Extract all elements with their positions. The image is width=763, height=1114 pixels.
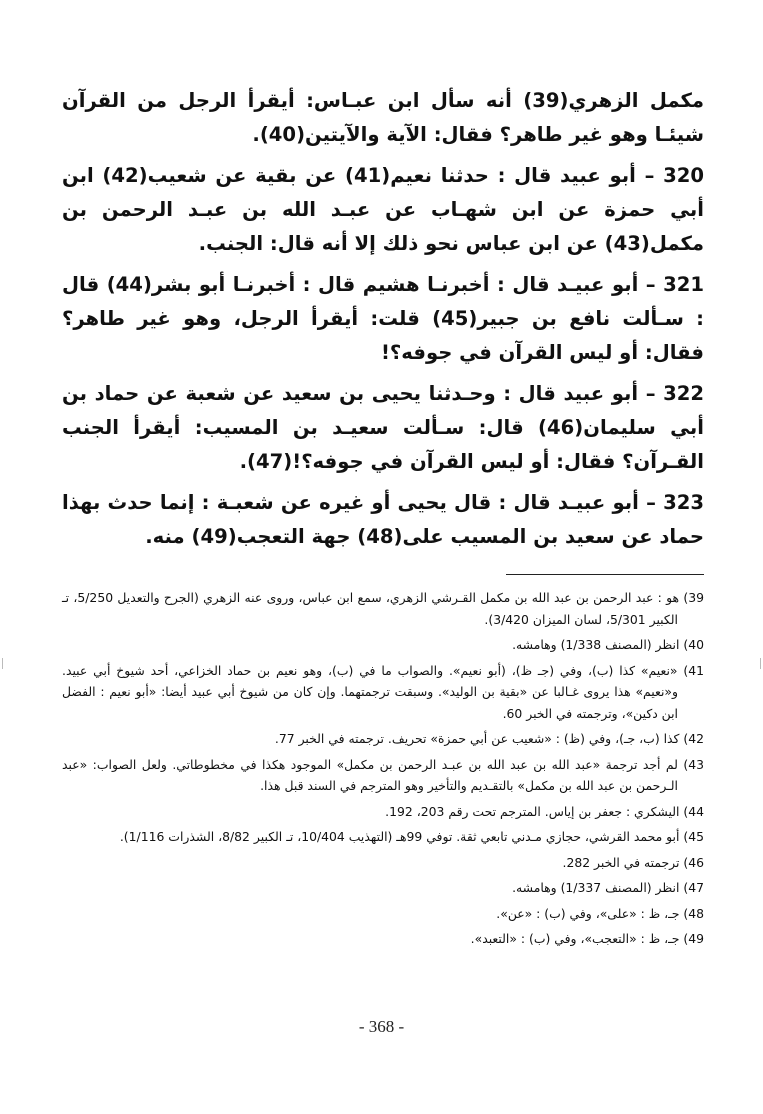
footnote: 47) انظر (المصنف 1/337) وهامشه. (512, 880, 704, 895)
footnote: 46) ترجمته في الخبر 282. (562, 854, 704, 870)
footnote: 48) جـ، ظ : «على»، وفي (ب) : «عن». (496, 905, 704, 921)
paragraph: مكمل الزهري(39) أنه سأل ابن عبـاس: أيقرأ الرجل من القرآن شيئـا وهو غير طاهر؟ فقال: الآية والآيتين(40). (62, 89, 704, 146)
page-number: - 368 - (358, 1017, 405, 1036)
paragraph: 322 – أبو عبيد قال : وحـدثنا يحيى بن سعيد عن شعبة عن حماد بن أبي سليمان(46) قال: سـألت سعيـد بن المسيب: أيقرأ الجنب القـرآن؟ فقال: أو ليس القرآن في جوفه؟!(47). (62, 382, 704, 473)
footnote: 43) لم أجد ترجمة «عبد الله بن عبد الله بن عبـد الرحمن بن مكمل» الموجود هكذا في مخطوطاتي. ولعل الصواب: «عبد الـرحمن بن عبد الله بن مكمل» بالتقـديم والتأخير وهو المترجم في السند قبل هذا. (62, 756, 704, 793)
footnote: 42) كذا (ب، جـ)، وفي (ظ) : «شعيب عن أبي حمزة» تحريف. ترجمته في الخبر 77. (274, 731, 704, 746)
footnote-divider (506, 574, 704, 575)
footnote: 39) هو : عبد الرحمن بن عبد الله بن مكمل القـرشي الزهري، سمع ابن عباس، وروى عنه الزهري (الجرح والتعديل 5/250، تـ الكبير 5/301، لسان الميزان 3/420). (62, 590, 704, 627)
footnotes (62, 587, 704, 950)
paragraph: 320 – أبو عبيد قال : حدثنا نعيم(41) عن بقية عن شعيب(42) ابن أبي حمزة عن ابن شهـاب عن عبـد الله بن عبـد الرحمن بن مكمل(43) عن ابن عباس نحو ذلك إلا أنه قال: الجنب. (62, 164, 705, 255)
paragraph: 323 – أبو عبيـد قال : قال يحيى أو غيره عن شعبـة : إنما حدث بهذا حماد عن سعيد بن المسيب على(48) جهة التعجب(49) منه. (62, 491, 704, 548)
main-text (62, 84, 704, 554)
footnote: 44) اليشكري : جعفر بن إياس. المترجم تحت رقم 203، 192. (385, 803, 704, 819)
paragraph: 321 – أبو عبيـد قال : أخبرنـا هشيم قال : أخبرنـا أبو بشر(44) قال : سـألت نافع بن جبير(45) قلت: أيقرأ الرجل، وهو غير طاهر؟ فقال: أو ليس القرآن في جوفه؟! (62, 273, 705, 364)
page-body (62, 84, 704, 954)
footnote: 49) جـ، ظ : «التعجب»، وفي (ب) : «التعبد». (470, 931, 704, 946)
margin-mark (2, 658, 3, 669)
footnote: 45) أبو محمد القرشي، حجازي مـدني تابعي ثقة. توفي 99هـ (التهذيب 10/404، تـ الكبير 8/82، الشذرات 1/116). (119, 829, 704, 844)
margin-mark (760, 658, 761, 669)
footnote: 40) انظر (المصنف 1/338) وهامشه. (512, 637, 704, 652)
footnote: 41) «نعيم» كذا (ب)، وفي (جـ ظ)، (أبو نعيم». والصواب ما في (ب)، وهو نعيم بن حماد الخزاعي، أحد شيوخ أبي عبيد. و«نعيم» هذا يروى غـالبا عن «بقية بن الوليد». وسبقت ترجمتهما. وإن كان من شيوخ أبي عبيد أيضا: «أبو نعيم : الفضل ابن دكين»، وترجمته في الخبر 60. (62, 662, 704, 721)
